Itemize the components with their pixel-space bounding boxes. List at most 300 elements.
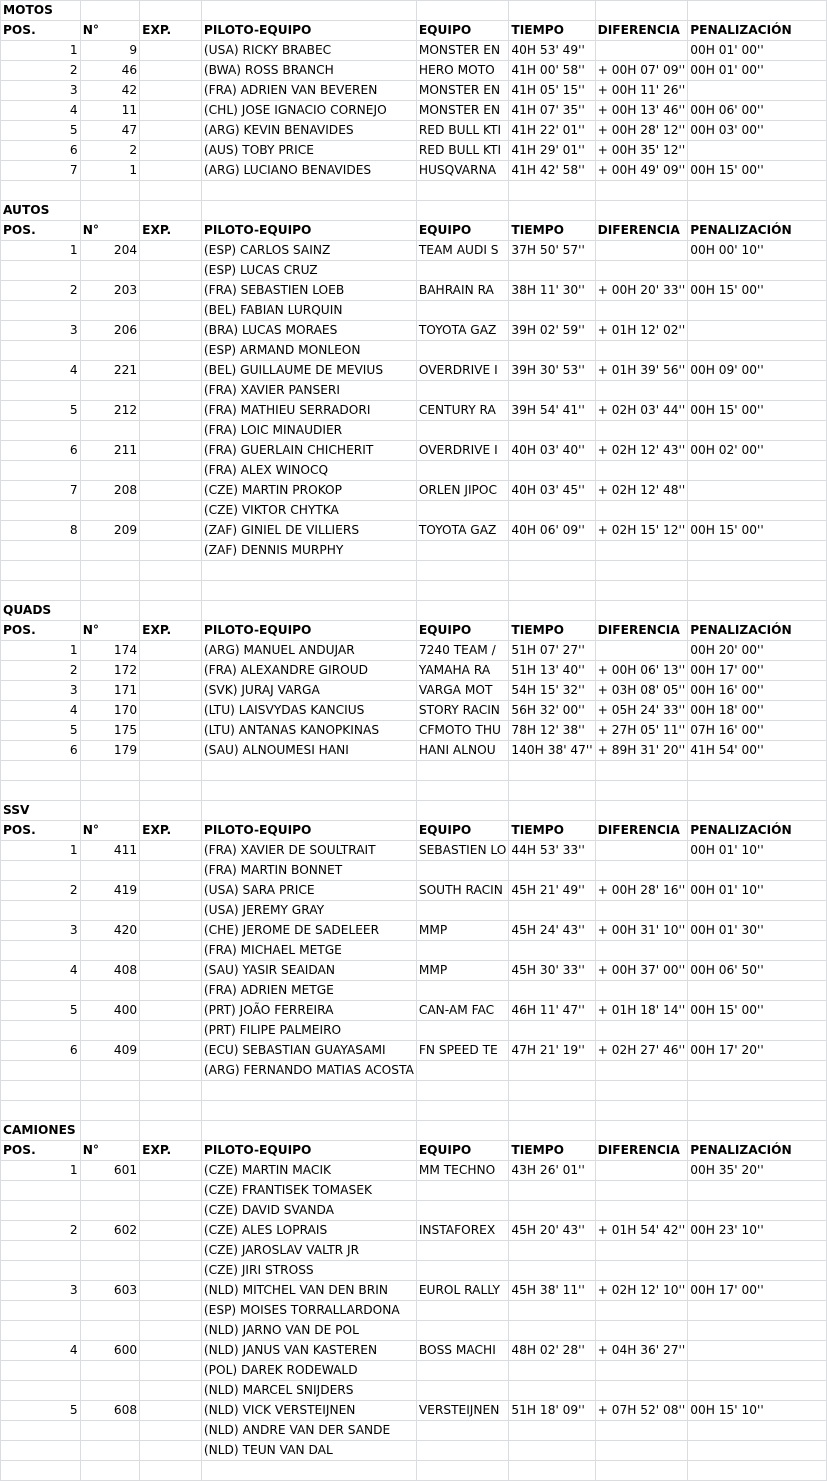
cell-exp[interactable] bbox=[140, 121, 202, 141]
cell-exp[interactable] bbox=[140, 141, 202, 161]
cell-number[interactable] bbox=[80, 341, 139, 361]
cell-pos[interactable]: 6 bbox=[1, 141, 81, 161]
empty-cell[interactable] bbox=[509, 601, 595, 621]
cell-team[interactable]: EUROL RALLY bbox=[416, 1281, 509, 1301]
cell-number[interactable]: 600 bbox=[80, 1341, 139, 1361]
cell-time[interactable]: 45H 24' 43'' bbox=[509, 921, 595, 941]
cell-pos[interactable] bbox=[1, 1261, 81, 1281]
header-cell-pilot-team[interactable]: PILOTO-EQUIPO bbox=[201, 1141, 416, 1161]
cell-penalty[interactable] bbox=[688, 1321, 827, 1341]
cell-pos[interactable]: 2 bbox=[1, 881, 81, 901]
cell-team[interactable]: CFMOTO THU bbox=[416, 721, 509, 741]
cell-time[interactable]: 38H 11' 30'' bbox=[509, 281, 595, 301]
empty-cell[interactable] bbox=[509, 1121, 595, 1141]
cell-exp[interactable] bbox=[140, 61, 202, 81]
cell-team[interactable]: RED BULL KTI bbox=[416, 121, 509, 141]
cell-difference[interactable] bbox=[595, 841, 688, 861]
header-cell-team[interactable]: EQUIPO bbox=[416, 821, 509, 841]
cell-time[interactable]: 44H 53' 33'' bbox=[509, 841, 595, 861]
cell-difference[interactable] bbox=[595, 861, 688, 881]
cell-pilot-team[interactable]: (BEL) FABIAN LURQUIN bbox=[201, 301, 416, 321]
cell-pilot-team[interactable]: (ECU) SEBASTIAN GUAYASAMI bbox=[201, 1041, 416, 1061]
header-cell-difference[interactable]: DIFERENCIA bbox=[595, 1141, 688, 1161]
cell-number[interactable] bbox=[80, 941, 139, 961]
cell-penalty[interactable]: 00H 00' 10'' bbox=[688, 241, 827, 261]
cell-exp[interactable] bbox=[140, 301, 202, 321]
cell-pilot-team[interactable]: (POL) DAREK RODEWALD bbox=[201, 1361, 416, 1381]
cell-pos[interactable] bbox=[1, 421, 81, 441]
cell-team[interactable]: ORLEN JIPOC bbox=[416, 481, 509, 501]
section-title-cell[interactable]: SSV bbox=[1, 801, 81, 821]
empty-cell[interactable] bbox=[80, 561, 139, 581]
empty-cell[interactable] bbox=[595, 201, 688, 221]
cell-difference[interactable]: + 07H 52' 08'' bbox=[595, 1401, 688, 1421]
cell-pilot-team[interactable]: (FRA) LOIC MINAUDIER bbox=[201, 421, 416, 441]
empty-cell[interactable] bbox=[80, 601, 139, 621]
cell-time[interactable]: 45H 30' 33'' bbox=[509, 961, 595, 981]
cell-difference[interactable]: + 00H 07' 09'' bbox=[595, 61, 688, 81]
cell-team[interactable] bbox=[416, 1201, 509, 1221]
header-cell-exp[interactable]: EXP. bbox=[140, 821, 202, 841]
cell-exp[interactable] bbox=[140, 981, 202, 1001]
cell-time[interactable]: 39H 30' 53'' bbox=[509, 361, 595, 381]
cell-difference[interactable] bbox=[595, 1181, 688, 1201]
cell-penalty[interactable] bbox=[688, 1181, 827, 1201]
cell-difference[interactable] bbox=[595, 241, 688, 261]
header-cell-penalty[interactable]: PENALIZACIÓN bbox=[688, 821, 827, 841]
empty-cell[interactable] bbox=[509, 761, 595, 781]
empty-cell[interactable] bbox=[140, 581, 202, 601]
header-cell-difference[interactable]: DIFERENCIA bbox=[595, 621, 688, 641]
cell-pos[interactable]: 1 bbox=[1, 841, 81, 861]
header-cell-number[interactable]: N° bbox=[80, 21, 139, 41]
cell-difference[interactable] bbox=[595, 1161, 688, 1181]
empty-cell[interactable] bbox=[201, 1121, 416, 1141]
cell-number[interactable] bbox=[80, 301, 139, 321]
cell-pilot-team[interactable]: (LTU) ANTANAS KANOPKINAS bbox=[201, 721, 416, 741]
header-cell-time[interactable]: TIEMPO bbox=[509, 221, 595, 241]
cell-pilot-team[interactable]: (SAU) YASIR SEAIDAN bbox=[201, 961, 416, 981]
header-cell-time[interactable]: TIEMPO bbox=[509, 21, 595, 41]
cell-pilot-team[interactable]: (FRA) GUERLAIN CHICHERIT bbox=[201, 441, 416, 461]
cell-number[interactable] bbox=[80, 421, 139, 441]
cell-exp[interactable] bbox=[140, 741, 202, 761]
cell-pilot-team[interactable]: (ARG) MANUEL ANDUJAR bbox=[201, 641, 416, 661]
empty-cell[interactable] bbox=[201, 181, 416, 201]
cell-team[interactable]: STORY RACIN bbox=[416, 701, 509, 721]
cell-team[interactable] bbox=[416, 1321, 509, 1341]
cell-pilot-team[interactable]: (NLD) MARCEL SNIJDERS bbox=[201, 1381, 416, 1401]
cell-number[interactable]: 206 bbox=[80, 321, 139, 341]
header-cell-pilot-team[interactable]: PILOTO-EQUIPO bbox=[201, 221, 416, 241]
empty-cell[interactable] bbox=[140, 781, 202, 801]
cell-pos[interactable] bbox=[1, 261, 81, 281]
cell-pos[interactable]: 5 bbox=[1, 401, 81, 421]
cell-number[interactable]: 212 bbox=[80, 401, 139, 421]
header-cell-time[interactable]: TIEMPO bbox=[509, 621, 595, 641]
cell-number[interactable] bbox=[80, 981, 139, 1001]
cell-difference[interactable]: + 27H 05' 11'' bbox=[595, 721, 688, 741]
cell-team[interactable] bbox=[416, 941, 509, 961]
cell-difference[interactable] bbox=[595, 641, 688, 661]
cell-team[interactable]: HUSQVARNA bbox=[416, 161, 509, 181]
header-cell-penalty[interactable]: PENALIZACIÓN bbox=[688, 1141, 827, 1161]
cell-exp[interactable] bbox=[140, 721, 202, 741]
cell-pilot-team[interactable]: (USA) JEREMY GRAY bbox=[201, 901, 416, 921]
empty-cell[interactable] bbox=[688, 761, 827, 781]
cell-penalty[interactable] bbox=[688, 1021, 827, 1041]
cell-penalty[interactable]: 00H 15' 00'' bbox=[688, 281, 827, 301]
header-cell-team[interactable]: EQUIPO bbox=[416, 621, 509, 641]
cell-difference[interactable] bbox=[595, 1441, 688, 1461]
cell-number[interactable]: 409 bbox=[80, 1041, 139, 1061]
empty-cell[interactable] bbox=[416, 761, 509, 781]
empty-cell[interactable] bbox=[1, 1461, 81, 1481]
cell-team[interactable]: BOSS MACHI bbox=[416, 1341, 509, 1361]
cell-penalty[interactable] bbox=[688, 901, 827, 921]
cell-penalty[interactable] bbox=[688, 341, 827, 361]
empty-cell[interactable] bbox=[140, 181, 202, 201]
cell-difference[interactable]: + 03H 08' 05'' bbox=[595, 681, 688, 701]
cell-penalty[interactable]: 00H 15' 00'' bbox=[688, 161, 827, 181]
cell-number[interactable] bbox=[80, 1021, 139, 1041]
empty-cell[interactable] bbox=[595, 561, 688, 581]
header-cell-team[interactable]: EQUIPO bbox=[416, 21, 509, 41]
cell-pilot-team[interactable]: (ZAF) DENNIS MURPHY bbox=[201, 541, 416, 561]
cell-time[interactable] bbox=[509, 381, 595, 401]
cell-time[interactable] bbox=[509, 1441, 595, 1461]
header-cell-number[interactable]: N° bbox=[80, 221, 139, 241]
cell-pilot-team[interactable]: (ZAF) GINIEL DE VILLIERS bbox=[201, 521, 416, 541]
cell-pilot-team[interactable]: (CZE) ALES LOPRAIS bbox=[201, 1221, 416, 1241]
cell-team[interactable]: RED BULL KTI bbox=[416, 141, 509, 161]
cell-difference[interactable] bbox=[595, 461, 688, 481]
cell-team[interactable]: BAHRAIN RA bbox=[416, 281, 509, 301]
cell-pos[interactable]: 6 bbox=[1, 741, 81, 761]
cell-exp[interactable] bbox=[140, 1361, 202, 1381]
empty-cell[interactable] bbox=[140, 561, 202, 581]
cell-number[interactable]: 221 bbox=[80, 361, 139, 381]
cell-team[interactable]: MONSTER EN bbox=[416, 81, 509, 101]
cell-exp[interactable] bbox=[140, 41, 202, 61]
empty-cell[interactable] bbox=[140, 1121, 202, 1141]
cell-pos[interactable]: 1 bbox=[1, 241, 81, 261]
cell-exp[interactable] bbox=[140, 921, 202, 941]
cell-pilot-team[interactable]: (PRT) FILIPE PALMEIRO bbox=[201, 1021, 416, 1041]
section-title-cell[interactable]: AUTOS bbox=[1, 201, 81, 221]
cell-exp[interactable] bbox=[140, 1281, 202, 1301]
cell-time[interactable]: 41H 05' 15'' bbox=[509, 81, 595, 101]
cell-penalty[interactable] bbox=[688, 1261, 827, 1281]
cell-penalty[interactable] bbox=[688, 1341, 827, 1361]
cell-time[interactable]: 39H 02' 59'' bbox=[509, 321, 595, 341]
cell-pos[interactable] bbox=[1, 861, 81, 881]
cell-difference[interactable]: + 01H 54' 42'' bbox=[595, 1221, 688, 1241]
cell-difference[interactable] bbox=[595, 421, 688, 441]
empty-cell[interactable] bbox=[1, 761, 81, 781]
cell-exp[interactable] bbox=[140, 901, 202, 921]
cell-time[interactable]: 45H 20' 43'' bbox=[509, 1221, 595, 1241]
cell-time[interactable] bbox=[509, 1361, 595, 1381]
cell-pilot-team[interactable]: (FRA) MICHAEL METGE bbox=[201, 941, 416, 961]
cell-exp[interactable] bbox=[140, 341, 202, 361]
cell-penalty[interactable]: 00H 03' 00'' bbox=[688, 121, 827, 141]
cell-pos[interactable]: 4 bbox=[1, 701, 81, 721]
cell-number[interactable] bbox=[80, 1241, 139, 1261]
empty-cell[interactable] bbox=[416, 1121, 509, 1141]
empty-cell[interactable] bbox=[595, 1101, 688, 1121]
cell-pilot-team[interactable]: (CZE) MARTIN PROKOP bbox=[201, 481, 416, 501]
cell-team[interactable]: OVERDRIVE I bbox=[416, 441, 509, 461]
cell-time[interactable]: 51H 13' 40'' bbox=[509, 661, 595, 681]
cell-penalty[interactable] bbox=[688, 81, 827, 101]
cell-difference[interactable] bbox=[595, 1241, 688, 1261]
cell-team[interactable] bbox=[416, 1261, 509, 1281]
empty-cell[interactable] bbox=[140, 1081, 202, 1101]
cell-time[interactable]: 43H 26' 01'' bbox=[509, 1161, 595, 1181]
cell-exp[interactable] bbox=[140, 1241, 202, 1261]
cell-team[interactable]: CAN-AM FAC bbox=[416, 1001, 509, 1021]
cell-difference[interactable]: + 02H 03' 44'' bbox=[595, 401, 688, 421]
cell-pilot-team[interactable]: (USA) RICKY BRABEC bbox=[201, 41, 416, 61]
cell-difference[interactable]: + 01H 12' 02'' bbox=[595, 321, 688, 341]
cell-penalty[interactable] bbox=[688, 1381, 827, 1401]
cell-pilot-team[interactable]: (ARG) FERNANDO MATIAS ACOSTA bbox=[201, 1061, 416, 1081]
cell-team[interactable] bbox=[416, 341, 509, 361]
cell-pos[interactable]: 5 bbox=[1, 121, 81, 141]
empty-cell[interactable] bbox=[688, 181, 827, 201]
cell-team[interactable] bbox=[416, 1381, 509, 1401]
cell-exp[interactable] bbox=[140, 1221, 202, 1241]
cell-number[interactable] bbox=[80, 901, 139, 921]
cell-penalty[interactable] bbox=[688, 981, 827, 1001]
cell-time[interactable]: 46H 11' 47'' bbox=[509, 1001, 595, 1021]
cell-time[interactable] bbox=[509, 541, 595, 561]
cell-exp[interactable] bbox=[140, 1341, 202, 1361]
cell-penalty[interactable]: 00H 35' 20'' bbox=[688, 1161, 827, 1181]
empty-cell[interactable] bbox=[688, 561, 827, 581]
empty-cell[interactable] bbox=[80, 1081, 139, 1101]
cell-team[interactable]: TOYOTA GAZ bbox=[416, 321, 509, 341]
cell-pos[interactable] bbox=[1, 1321, 81, 1341]
cell-team[interactable]: HANI ALNOU bbox=[416, 741, 509, 761]
cell-time[interactable] bbox=[509, 901, 595, 921]
cell-time[interactable] bbox=[509, 1381, 595, 1401]
empty-cell[interactable] bbox=[688, 781, 827, 801]
cell-team[interactable]: MONSTER EN bbox=[416, 41, 509, 61]
cell-pilot-team[interactable]: (NLD) MITCHEL VAN DEN BRIN bbox=[201, 1281, 416, 1301]
cell-penalty[interactable] bbox=[688, 421, 827, 441]
empty-cell[interactable] bbox=[201, 581, 416, 601]
cell-pilot-team[interactable]: (SAU) ALNOUMESI HANI bbox=[201, 741, 416, 761]
cell-number[interactable] bbox=[80, 1321, 139, 1341]
cell-difference[interactable] bbox=[595, 341, 688, 361]
cell-pilot-team[interactable]: (AUS) TOBY PRICE bbox=[201, 141, 416, 161]
cell-difference[interactable] bbox=[595, 1261, 688, 1281]
empty-cell[interactable] bbox=[80, 781, 139, 801]
cell-difference[interactable] bbox=[595, 1361, 688, 1381]
cell-difference[interactable] bbox=[595, 41, 688, 61]
header-cell-exp[interactable]: EXP. bbox=[140, 1141, 202, 1161]
cell-time[interactable] bbox=[509, 1061, 595, 1081]
cell-pos[interactable] bbox=[1, 1241, 81, 1261]
cell-number[interactable]: 204 bbox=[80, 241, 139, 261]
cell-number[interactable]: 42 bbox=[80, 81, 139, 101]
cell-pos[interactable] bbox=[1, 1021, 81, 1041]
cell-difference[interactable]: + 00H 31' 10'' bbox=[595, 921, 688, 941]
cell-pilot-team[interactable]: (NLD) ANDRE VAN DER SANDE bbox=[201, 1421, 416, 1441]
cell-penalty[interactable] bbox=[688, 1421, 827, 1441]
cell-exp[interactable] bbox=[140, 641, 202, 661]
empty-cell[interactable] bbox=[595, 781, 688, 801]
empty-cell[interactable] bbox=[509, 1081, 595, 1101]
cell-pilot-team[interactable]: (NLD) JARNO VAN DE POL bbox=[201, 1321, 416, 1341]
cell-number[interactable] bbox=[80, 1061, 139, 1081]
empty-cell[interactable] bbox=[1, 1081, 81, 1101]
header-cell-exp[interactable]: EXP. bbox=[140, 221, 202, 241]
cell-penalty[interactable]: 00H 06' 50'' bbox=[688, 961, 827, 981]
header-cell-exp[interactable]: EXP. bbox=[140, 21, 202, 41]
header-cell-team[interactable]: EQUIPO bbox=[416, 1141, 509, 1161]
cell-team[interactable]: MMP bbox=[416, 921, 509, 941]
cell-team[interactable] bbox=[416, 1061, 509, 1081]
cell-time[interactable] bbox=[509, 501, 595, 521]
cell-pilot-team[interactable]: (CZE) DAVID SVANDA bbox=[201, 1201, 416, 1221]
cell-pos[interactable] bbox=[1, 1201, 81, 1221]
cell-number[interactable] bbox=[80, 1361, 139, 1381]
cell-exp[interactable] bbox=[140, 1261, 202, 1281]
cell-team[interactable]: MONSTER EN bbox=[416, 101, 509, 121]
cell-penalty[interactable]: 00H 15' 00'' bbox=[688, 401, 827, 421]
empty-cell[interactable] bbox=[416, 1, 509, 21]
cell-penalty[interactable]: 00H 17' 20'' bbox=[688, 1041, 827, 1061]
empty-cell[interactable] bbox=[416, 1101, 509, 1121]
cell-exp[interactable] bbox=[140, 381, 202, 401]
empty-cell[interactable] bbox=[595, 1, 688, 21]
cell-team[interactable] bbox=[416, 981, 509, 1001]
cell-pos[interactable]: 3 bbox=[1, 1281, 81, 1301]
cell-penalty[interactable] bbox=[688, 1061, 827, 1081]
empty-cell[interactable] bbox=[416, 201, 509, 221]
cell-exp[interactable] bbox=[140, 1041, 202, 1061]
cell-pos[interactable]: 4 bbox=[1, 961, 81, 981]
cell-exp[interactable] bbox=[140, 481, 202, 501]
cell-number[interactable]: 9 bbox=[80, 41, 139, 61]
cell-pilot-team[interactable]: (ARG) KEVIN BENAVIDES bbox=[201, 121, 416, 141]
cell-pilot-team[interactable]: (FRA) XAVIER PANSERI bbox=[201, 381, 416, 401]
empty-cell[interactable] bbox=[595, 1081, 688, 1101]
empty-cell[interactable] bbox=[416, 581, 509, 601]
cell-penalty[interactable] bbox=[688, 541, 827, 561]
cell-number[interactable] bbox=[80, 1181, 139, 1201]
empty-cell[interactable] bbox=[80, 1121, 139, 1141]
cell-exp[interactable] bbox=[140, 541, 202, 561]
empty-cell[interactable] bbox=[509, 561, 595, 581]
cell-difference[interactable]: + 00H 11' 26'' bbox=[595, 81, 688, 101]
cell-difference[interactable]: + 02H 12' 43'' bbox=[595, 441, 688, 461]
cell-number[interactable] bbox=[80, 1421, 139, 1441]
cell-exp[interactable] bbox=[140, 261, 202, 281]
cell-pilot-team[interactable]: (FRA) MATHIEU SERRADORI bbox=[201, 401, 416, 421]
cell-difference[interactable] bbox=[595, 901, 688, 921]
empty-cell[interactable] bbox=[509, 181, 595, 201]
cell-team[interactable] bbox=[416, 1441, 509, 1461]
cell-pilot-team[interactable]: (FRA) SEBASTIEN LOEB bbox=[201, 281, 416, 301]
cell-number[interactable]: 400 bbox=[80, 1001, 139, 1021]
cell-exp[interactable] bbox=[140, 1161, 202, 1181]
cell-time[interactable]: 40H 03' 40'' bbox=[509, 441, 595, 461]
cell-difference[interactable]: + 01H 39' 56'' bbox=[595, 361, 688, 381]
empty-cell[interactable] bbox=[509, 801, 595, 821]
empty-cell[interactable] bbox=[688, 601, 827, 621]
cell-pos[interactable]: 1 bbox=[1, 1161, 81, 1181]
cell-penalty[interactable] bbox=[688, 321, 827, 341]
cell-difference[interactable] bbox=[595, 301, 688, 321]
cell-penalty[interactable] bbox=[688, 501, 827, 521]
cell-pilot-team[interactable]: (CHL) JOSE IGNACIO CORNEJO bbox=[201, 101, 416, 121]
cell-time[interactable] bbox=[509, 981, 595, 1001]
cell-time[interactable] bbox=[509, 941, 595, 961]
header-cell-difference[interactable]: DIFERENCIA bbox=[595, 21, 688, 41]
cell-penalty[interactable] bbox=[688, 461, 827, 481]
header-cell-pilot-team[interactable]: PILOTO-EQUIPO bbox=[201, 21, 416, 41]
cell-exp[interactable] bbox=[140, 681, 202, 701]
empty-cell[interactable] bbox=[509, 781, 595, 801]
cell-pilot-team[interactable]: (CZE) MARTIN MACIK bbox=[201, 1161, 416, 1181]
cell-difference[interactable] bbox=[595, 381, 688, 401]
cell-penalty[interactable]: 00H 23' 10'' bbox=[688, 1221, 827, 1241]
cell-difference[interactable] bbox=[595, 1201, 688, 1221]
cell-pos[interactable] bbox=[1, 941, 81, 961]
cell-team[interactable] bbox=[416, 261, 509, 281]
cell-difference[interactable] bbox=[595, 1381, 688, 1401]
empty-cell[interactable] bbox=[201, 801, 416, 821]
cell-exp[interactable] bbox=[140, 321, 202, 341]
cell-difference[interactable] bbox=[595, 541, 688, 561]
cell-penalty[interactable]: 41H 54' 00'' bbox=[688, 741, 827, 761]
cell-difference[interactable] bbox=[595, 941, 688, 961]
cell-team[interactable]: VERSTEIJNEN bbox=[416, 1401, 509, 1421]
cell-number[interactable]: 179 bbox=[80, 741, 139, 761]
cell-difference[interactable]: + 00H 20' 33'' bbox=[595, 281, 688, 301]
cell-time[interactable] bbox=[509, 261, 595, 281]
cell-exp[interactable] bbox=[140, 1301, 202, 1321]
empty-cell[interactable] bbox=[688, 1461, 827, 1481]
cell-penalty[interactable] bbox=[688, 381, 827, 401]
cell-pos[interactable] bbox=[1, 1301, 81, 1321]
cell-time[interactable]: 54H 15' 32'' bbox=[509, 681, 595, 701]
cell-exp[interactable] bbox=[140, 161, 202, 181]
cell-pos[interactable]: 5 bbox=[1, 721, 81, 741]
cell-number[interactable] bbox=[80, 461, 139, 481]
cell-number[interactable]: 420 bbox=[80, 921, 139, 941]
empty-cell[interactable] bbox=[1, 181, 81, 201]
cell-pos[interactable]: 2 bbox=[1, 61, 81, 81]
cell-pilot-team[interactable]: (LTU) LAISVYDAS KANCIUS bbox=[201, 701, 416, 721]
cell-pilot-team[interactable]: (PRT) JOÃO FERREIRA bbox=[201, 1001, 416, 1021]
cell-difference[interactable]: + 04H 36' 27'' bbox=[595, 1341, 688, 1361]
cell-number[interactable]: 175 bbox=[80, 721, 139, 741]
cell-team[interactable] bbox=[416, 1421, 509, 1441]
cell-pilot-team[interactable]: (ESP) MOISES TORRALLARDONA bbox=[201, 1301, 416, 1321]
cell-pilot-team[interactable]: (BRA) LUCAS MORAES bbox=[201, 321, 416, 341]
header-cell-penalty[interactable]: PENALIZACIÓN bbox=[688, 621, 827, 641]
cell-pilot-team[interactable]: (FRA) ALEXANDRE GIROUD bbox=[201, 661, 416, 681]
cell-team[interactable] bbox=[416, 1181, 509, 1201]
cell-difference[interactable]: + 89H 31' 20'' bbox=[595, 741, 688, 761]
cell-difference[interactable]: + 02H 15' 12'' bbox=[595, 521, 688, 541]
cell-exp[interactable] bbox=[140, 521, 202, 541]
